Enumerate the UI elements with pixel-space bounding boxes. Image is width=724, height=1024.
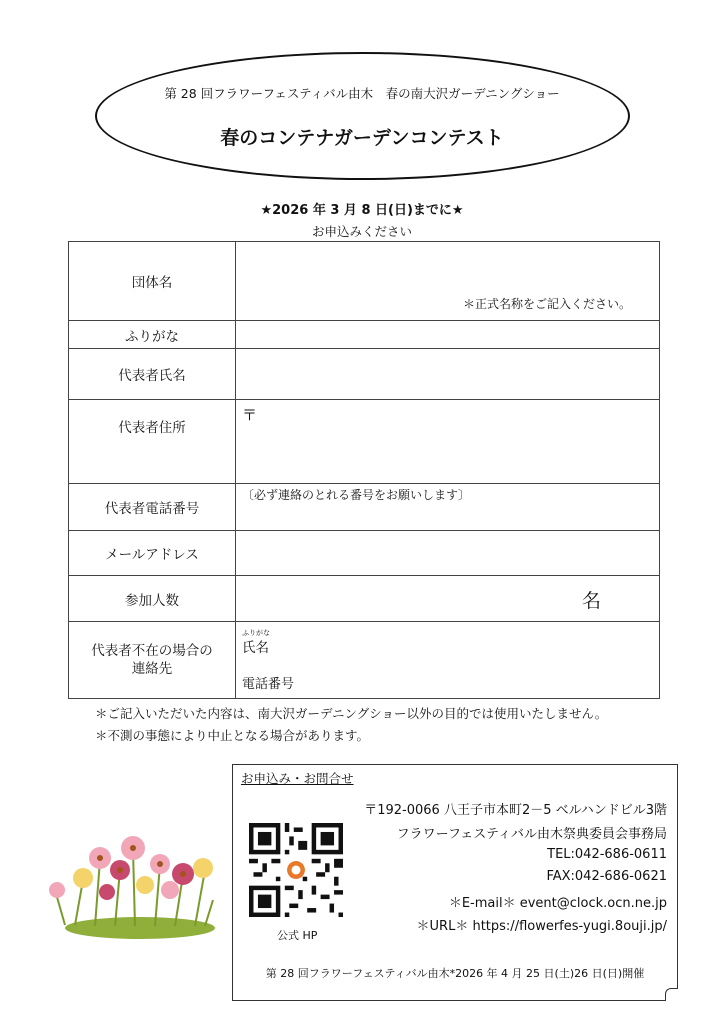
- group-name-field[interactable]: [236, 242, 660, 321]
- contact-fax: FAX:042-686-0621: [546, 869, 667, 884]
- cancellation-note: ＊不測の事態により中止となる場合があります。: [95, 728, 370, 743]
- page-curl-corner: [665, 988, 678, 1001]
- form-row-alt-contact: [69, 622, 660, 699]
- alt-contact-label-line2: 連絡先: [131, 661, 173, 677]
- alt-contact-label: [69, 622, 236, 699]
- event-subtitle: 第 28 回フラワーフェスティバル由木 春の南大沢ガーデニングショー: [164, 86, 560, 101]
- event-dates: 第 28 回フラワーフェスティバル由木*2026 年 4 月 25 日(土)26 日(日)開催: [265, 967, 645, 980]
- alt-contact-field[interactable]: [236, 622, 660, 699]
- alt-contact-label-line1: 代表者不在の場合の: [91, 643, 213, 659]
- participants-label: 参加人数: [69, 576, 236, 622]
- qr-label: 公式 HP: [277, 929, 318, 942]
- contact-email[interactable]: ＊E-mail＊ event@clock.ocn.ne.jp: [448, 896, 667, 911]
- form-row-furigana: [69, 321, 660, 349]
- rep-phone-label: 代表者電話番号: [69, 484, 236, 531]
- qr-code-icon[interactable]: [249, 823, 343, 917]
- rep-name-field[interactable]: [236, 349, 660, 400]
- title-ellipse: [95, 52, 630, 180]
- form-row-rep-address: [69, 400, 660, 484]
- contact-tel: TEL:042-686-0611: [547, 847, 667, 862]
- form-row-rep-name: [69, 349, 660, 400]
- form-row-rep-phone: [69, 484, 660, 531]
- group-name-label: 団体名: [69, 242, 236, 321]
- page-title: 春のコンテナガーデンコンテスト: [220, 127, 504, 149]
- application-form-table: [68, 241, 660, 699]
- alt-name-ruby: ふりがな: [242, 629, 270, 637]
- email-label: メールアドレス: [69, 531, 236, 576]
- rep-address-field[interactable]: [236, 400, 660, 484]
- contact-title: お申込み・お問合せ: [241, 771, 354, 786]
- alt-name-label: 氏名: [242, 640, 269, 656]
- apply-instruction: お申込みください: [311, 224, 412, 239]
- rep-phone-field[interactable]: [236, 484, 660, 531]
- postal-mark: 〒: [242, 406, 258, 424]
- furigana-field[interactable]: [236, 321, 660, 349]
- group-name-note: ＊正式名称をご記入ください。: [462, 297, 631, 311]
- contact-url[interactable]: ＊URL＊ https://flowerfes-yugi.8ouji.jp/: [416, 919, 667, 934]
- privacy-note: ＊ご記入いただいた内容は、南大沢ガーデニングショー以外の目的では使用いたしません。: [95, 706, 608, 721]
- contact-address: 〒192-0066 八王子市本町2－5 ベルハンドビル3階: [364, 803, 667, 818]
- rep-phone-note: 〔必ず連絡のとれる番号をお願いします〕: [242, 488, 471, 502]
- participants-unit: 名: [581, 590, 601, 612]
- participants-field[interactable]: [236, 576, 660, 622]
- contact-office: フラワーフェスティバル由木祭典委員会事務局: [396, 827, 667, 842]
- form-row-email: [69, 531, 660, 576]
- furigana-label: ふりがな: [69, 321, 236, 349]
- alt-phone-label: 電話番号: [242, 677, 295, 692]
- email-field[interactable]: [236, 531, 660, 576]
- rep-name-label: 代表者氏名: [69, 349, 236, 400]
- form-row-group-name: [69, 242, 660, 321]
- cosmos-flowers-illustration: [45, 830, 220, 942]
- contact-box: [232, 764, 678, 1001]
- rep-address-label: 代表者住所: [69, 400, 236, 484]
- form-row-participants: [69, 576, 660, 622]
- deadline-text: ★2026 年 3 月 8 日(日)までに★: [260, 203, 464, 218]
